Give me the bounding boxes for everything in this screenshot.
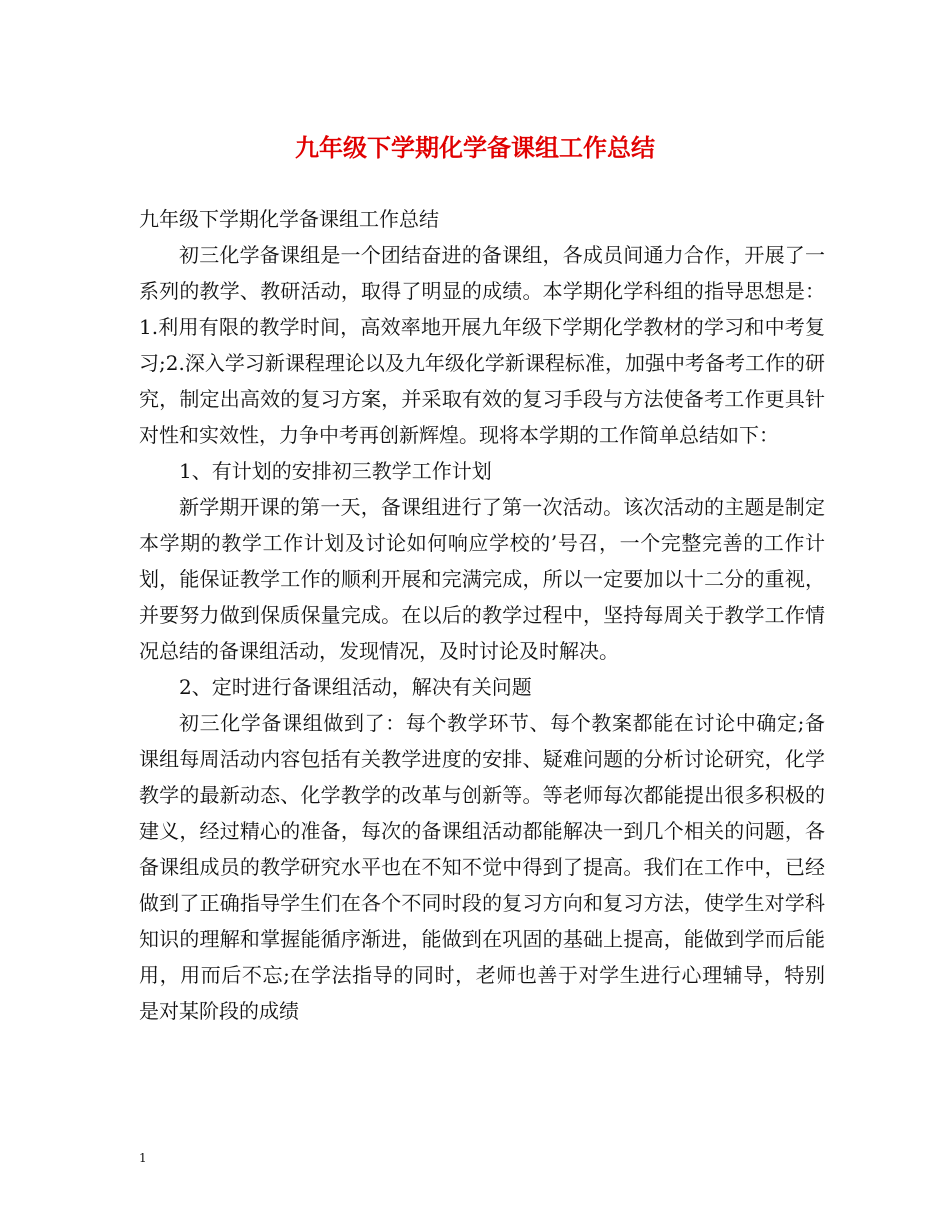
page-number: 1 [139,1151,147,1165]
section-paragraph-1: 新学期开课的第一天，备课组进行了第一次活动。该次活动的主题是制定本学期的教学工作计划及讨论如何响应学校的’号召，一个完整完善的工作计划，能保证教学工作的顺利开展和完满完成，所以一定要加以十二分的重视，并要努力做到保质保量完成。在以后的教学过程中，坚持每周关于教学工作情况总结的备课组活动，发现情况，及时讨论及时解决。 [139,495,825,663]
document-title: 九年级下学期化学备课组工作总结 [295,133,655,162]
section-heading-1: 1、有计划的安排初三教学工作计划 [179,459,492,483]
subtitle-paragraph: 九年级下学期化学备课组工作总结 [139,207,439,231]
section-heading-2: 2、定时进行备课组活动，解决有关问题 [179,675,532,699]
intro-paragraph: 初三化学备课组是一个团结奋进的备课组，各成员间通力合作，开展了一系列的教学、教研活动，取得了明显的成绩。本学期化学科组的指导思想是：1.利用有限的教学时间，高效率地开展九年级下学期化学教材的学习和中考复习;2.深入学习新课程理论以及九年级化学新课程标准，加强中考备考工作的研究，制定出高效的复习方案，并采取有效的复习手段与方法使备考工作更具针对性和实效性，力争中考再创新辉煌。现将本学期的工作简单总结如下： [139,243,825,447]
document-body [139,201,825,1029]
section-paragraph-2: 初三化学备课组做到了：每个教学环节、每个教案都能在讨论中确定;备课组每周活动内容包括有关教学进度的安排、疑难问题的分析讨论研究，化学教学的最新动态、化学教学的改革与创新等。等老师每次都能提出很多积极的建义，经过精心的准备，每次的备课组活动都能解决一到几个相关的问题，各备课组成员的教学研究水平也在不知不觉中得到了提高。我们在工作中，已经做到了正确指导学生们在各个不同时段的复习方向和复习方法，使学生对学科知识的理解和掌握能循序渐进，能做到在巩固的基础上提高，能做到学而后能用，用而后不忘;在学法指导的同时，老师也善于对学生进行心理辅导，特别是对某阶段的成绩 [139,711,825,1023]
